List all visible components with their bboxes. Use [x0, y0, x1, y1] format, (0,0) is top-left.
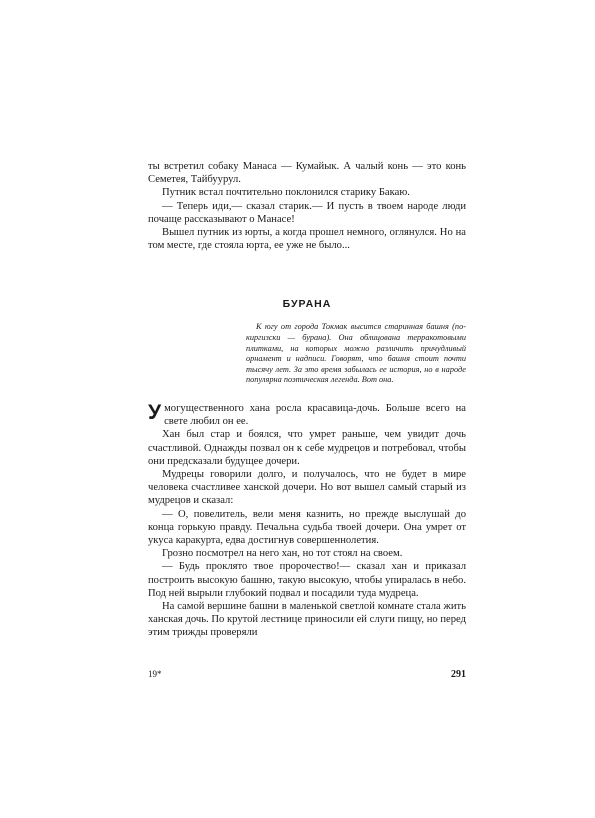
page-body: [148, 160, 466, 640]
previous-story-ending: [148, 160, 466, 252]
drop-cap: У: [148, 400, 162, 424]
paragraph: Путник встал почтительно поклонился старику Бакаю.: [162, 187, 410, 199]
paragraph: Вышел путник из юрты, а когда прошел немного, оглянулся. Но на том месте, где стояла юрта, ее уже не было...: [148, 227, 466, 252]
epigraph: [246, 322, 466, 386]
epigraph-text: К югу от города Токмак высится старинная башня (по-киргизски — бурана). Она облицована терракотовыми плитками, на которых можно различить причудливый орнамент и надписи. Говорят, что башня стоит почти тысячу лет. За это время забылась ее история, но в народе популярна поэтическая легенда. Вот она.: [246, 322, 466, 385]
paragraph: — Будь проклято твое пророчество!— сказал хан и приказал построить высокую башню, такую высокую, чтобы упиралась в небо. Под ней вырыли глубокий подвал и посадили туда мудреца.: [148, 561, 466, 599]
paragraph: — Теперь иди,— сказал старик.— И пусть в твоем народе люди почаще рассказывают о Манасе!: [148, 200, 466, 225]
paragraph: — О, повелитель, вели меня казнить, но прежде выслушай до конца горькую правду. Печальна судьба твоей дочери. Она умрет от укуса каракурта, едва достигнув совершеннолетия.: [148, 508, 466, 547]
page-number: 291: [451, 669, 466, 680]
paragraph: Хан был стар и боялся, что умрет раньше, чем увидит дочь счастливой. Однажды позвал он к себе мудрецов и потребовал, чтобы они предсказали будущее дочери.: [148, 429, 466, 467]
story-title: БУРАНА: [282, 298, 332, 311]
lead-text: могущественного хана росла красавица-дочь. Больше всего на свете любил он ее.: [164, 402, 466, 428]
signature-mark: 19*: [148, 669, 162, 679]
paragraph: На самой вершине башни в маленькой светлой комнате стала жить ханская дочь. По крутой лестнице приносили ей слуги пищу, но перед этим трижды проверяли: [148, 601, 466, 639]
paragraph: Грозно посмотрел на него хан, но тот стоял на своем.: [162, 548, 403, 560]
paragraph: ты встретил собаку Манаса — Кумайык. А чалый конь — это конь Семетея, Тайбуурул.: [148, 161, 466, 186]
lead-paragraph: [148, 402, 466, 428]
story-text: [148, 402, 466, 640]
paragraph: Мудрецы говорили долго, и получалось, что не будет в мире человека счастливее ханской дочери. Но вот вышел самый старый из мудрецов и сказал:: [148, 469, 466, 507]
